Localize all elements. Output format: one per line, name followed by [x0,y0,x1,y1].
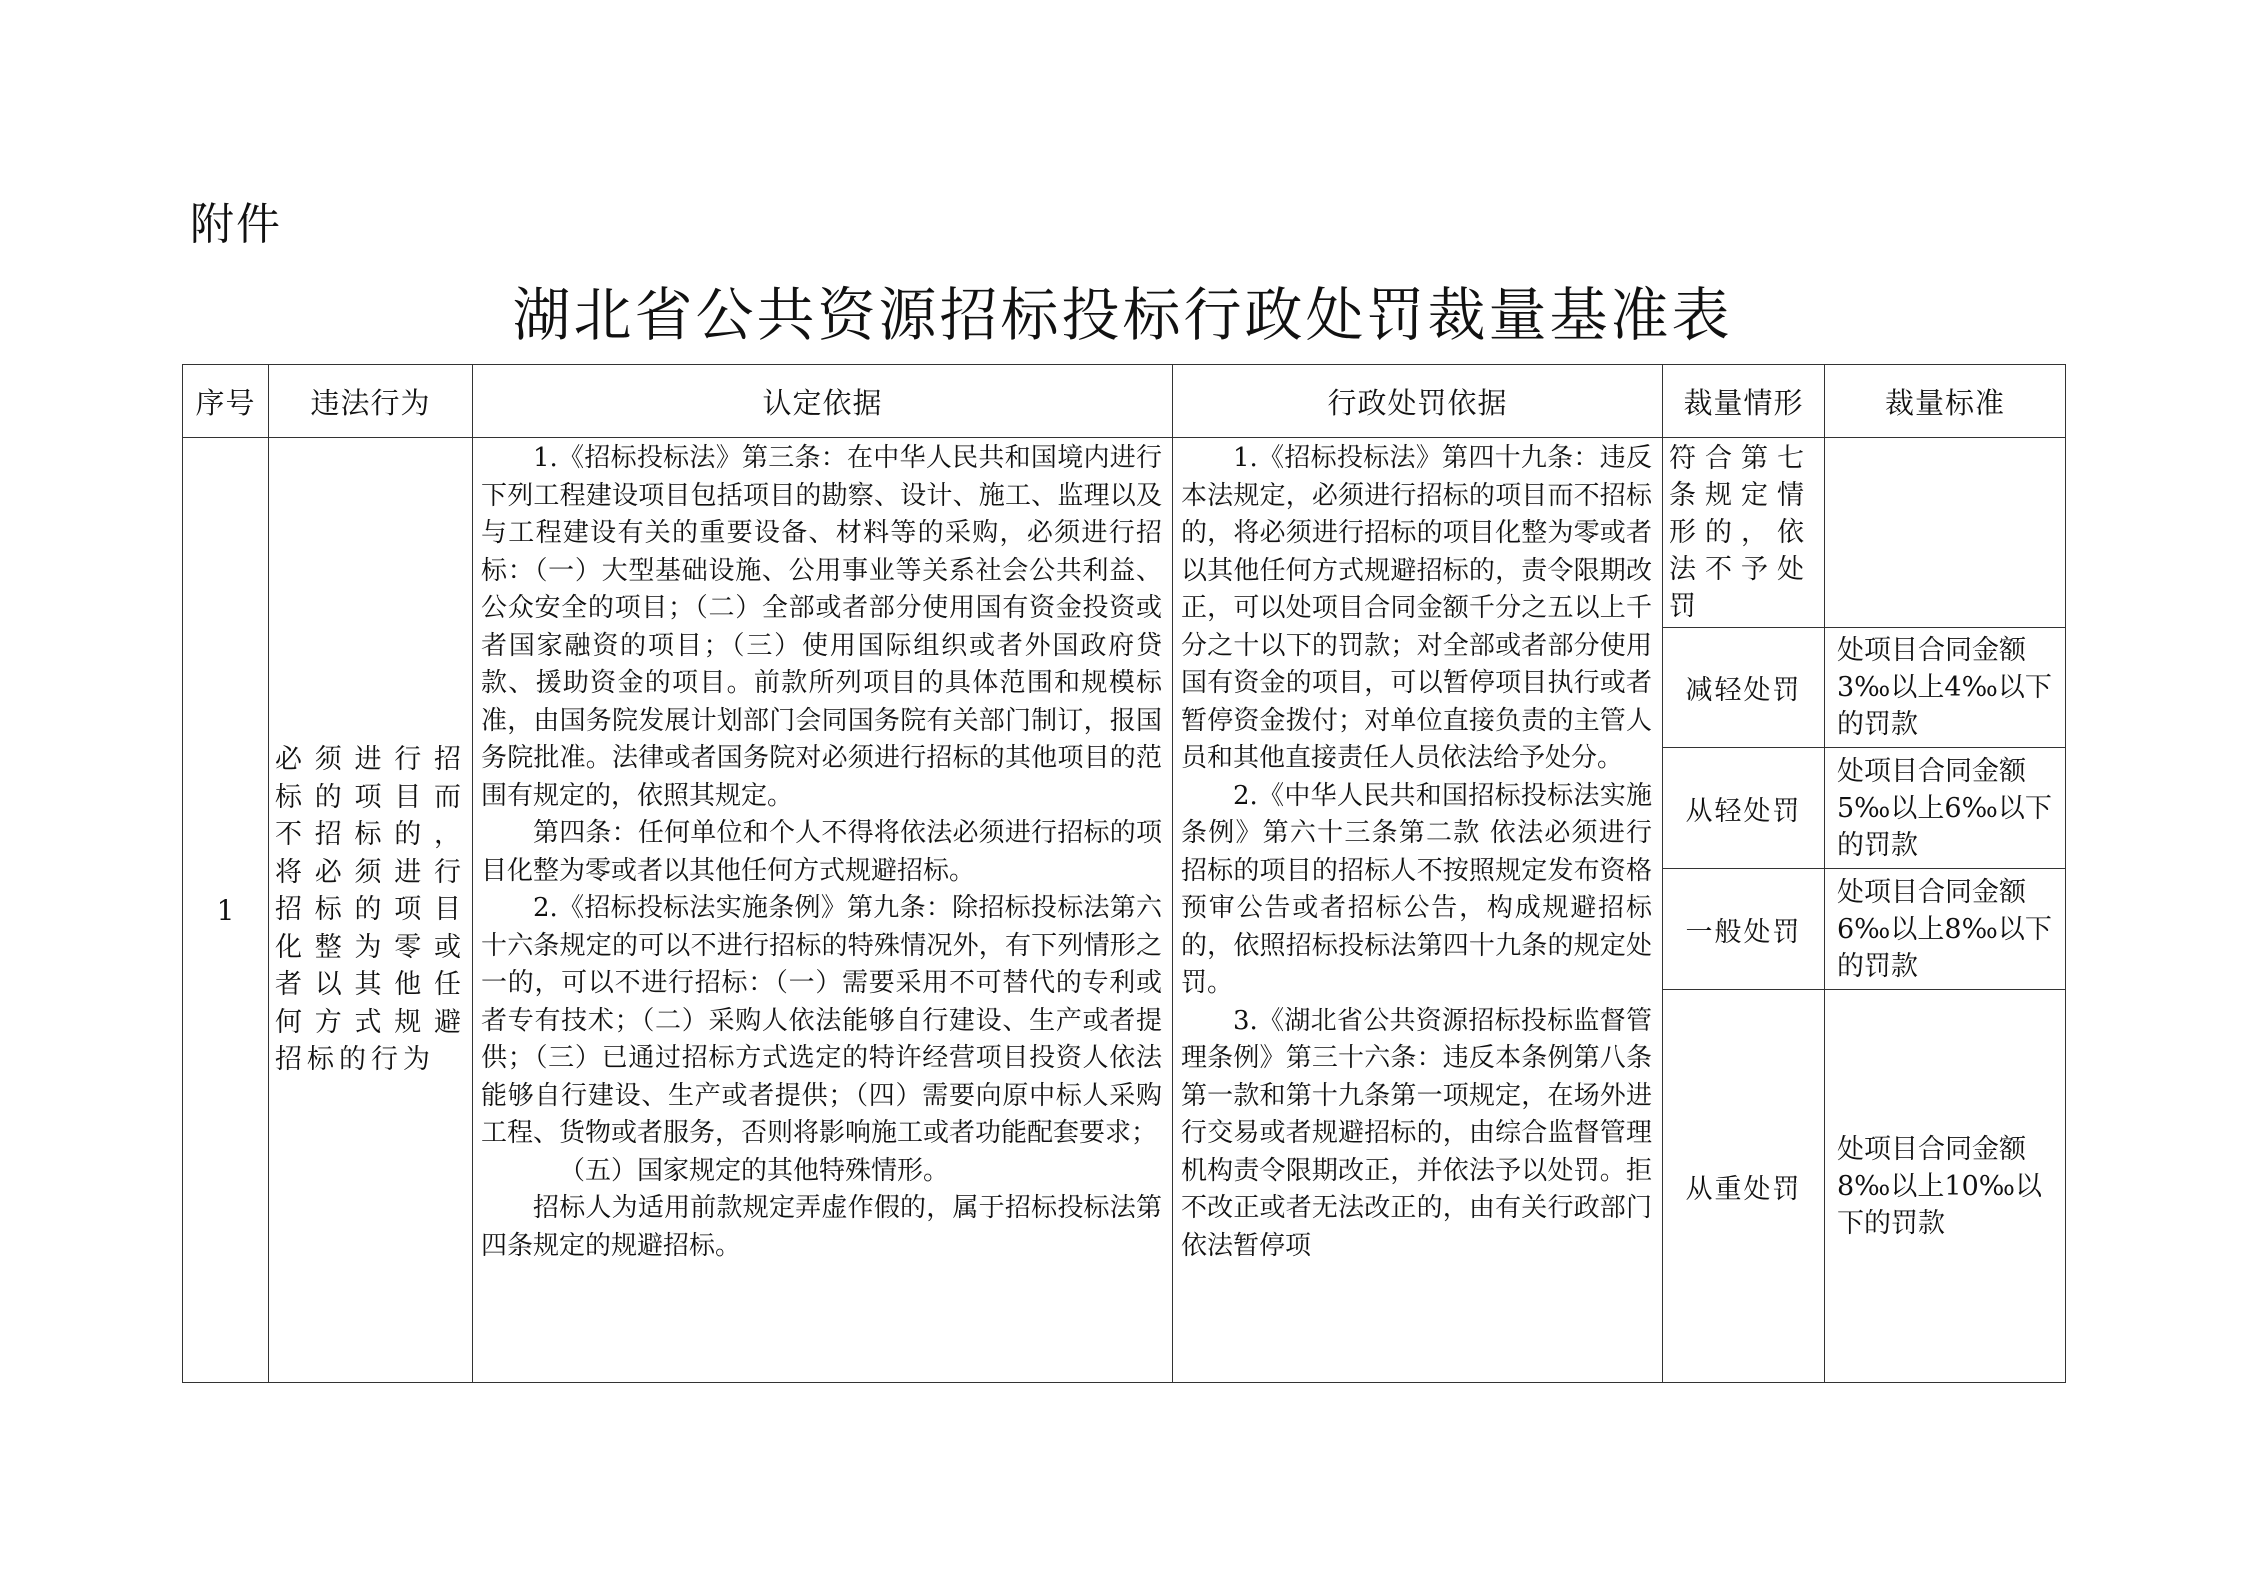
penalty-para-2: 2.《中华人民共和国招标投标法实施条例》第六十三条第二款 依法必须进行招标的项目的招标人不按照规定发布资格预审公告或者招标公告，构成规避招标的，依照招标投标法第四十九条的规定处罚。 [1181,780,1652,998]
basis-para-3: 2.《招标投标法实施条例》第九条：除招标投标法第六十六条规定的可以不进行招标的特殊情况外，有下列情形之一的，可以不进行招标：（一）需要采用不可替代的专利或者专有技术；（二）采购人依法能够自行建设、生产或者提供；（三）已通过招标方式选定的特许经营项目投资人依法能够自行建设、生产或者提供；（四）需要向原中标人采购工程、货物或者服务，否则将影响施工或者功能配套要求； [481,893,1162,1148]
header-basis: 认定依据 [473,365,1173,438]
situation-heavier: 从重处罚 [1663,990,1825,1383]
situation-general: 一般处罚 [1663,869,1825,990]
page-title: 湖北省公共资源招标投标行政处罚裁量基准表 [512,281,1733,349]
row-basis [473,438,1173,1383]
standard-mitigated: 处项目合同金额3‰以上4‰以下的罚款 [1825,628,2066,748]
standard-lighter: 处项目合同金额5‰以上6‰以下的罚款 [1825,748,2066,869]
situation-mitigated: 减轻处罚 [1663,628,1825,748]
situation-lighter: 从轻处罚 [1663,748,1825,869]
row-behavior: 必须进行招标的项目而不招标的，将必须进行招标的项目化整为零或者以其他任何方式规避招标的行为 [269,438,473,1383]
attachment-label: 附件 [190,199,282,250]
penalty-para-3: 3.《湖北省公共资源招标投标监督管理条例》第三十六条：违反本条例第八条第一款和第十九条第一项规定，在场外进行交易或者规避招标的，由综合监督管理机构责令限期改正，并依法予以处罚。拒不改正或者无法改正的，由有关行政部门依法暂停项 [1181,1005,1652,1261]
basis-para-1: 1.《招标投标法》第三条：在中华人民共和国境内进行下列工程建设项目包括项目的勘察、设计、施工、监理以及与工程建设有关的重要设备、材料等的采购，必须进行招标：（一）大型基础设施、公用事业等关系社会公共利益、公众安全的项目；（二）全部或者部分使用国有资金投资或者国家融资的项目；（三）使用国际组织或者外国政府贷款、援助资金的项目。前款所列项目的具体范围和规模标准，由国务院发展计划部门会同国务院有关部门制订，报国务院批准。法律或者国务院对必须进行招标的其他项目的范围有规定的，依照其规定。 [481,443,1162,811]
header-situation: 裁量情形 [1663,365,1825,438]
basis-para-2: 第四条：任何单位和个人不得将依法必须进行招标的项目化整为零或者以其他任何方式规避招标。 [481,818,1162,886]
row-penalty-basis [1173,438,1663,1383]
basis-para-4: （五）国家规定的其他特殊情形。 [559,1155,950,1186]
situation-exempt: 符合第七条规定情形的，依法不予处罚 [1663,438,1825,628]
discretion-table [182,364,2066,1383]
table-row [183,438,2066,628]
header-standard: 裁量标准 [1825,365,2066,438]
header-behavior: 违法行为 [269,365,473,438]
row-seq: 1 [183,438,269,1383]
basis-para-5: 招标人为适用前款规定弄虚作假的，属于招标投标法第四条规定的规避招标。 [481,1193,1162,1261]
header-seq: 序号 [183,365,269,438]
standard-general: 处项目合同金额6‰以上8‰以下的罚款 [1825,869,2066,990]
standard-exempt [1825,438,2066,628]
header-row [183,365,2066,438]
header-penalty-basis: 行政处罚依据 [1173,365,1663,438]
penalty-para-1: 1.《招标投标法》第四十九条：违反本法规定，必须进行招标的项目而不招标的，将必须进行招标的项目化整为零或者以其他任何方式规避招标的，责令限期改正，可以处项目合同金额千分之五以上千分之十以下的罚款；对全部或者部分使用国有资金的项目，可以暂停项目执行或者暂停资金拨付；对单位直接负责的主管人员和其他直接责任人员依法给予处分。 [1181,443,1652,773]
standard-heavier: 处项目合同金额8‰以上10‰以下的罚款 [1825,990,2066,1383]
